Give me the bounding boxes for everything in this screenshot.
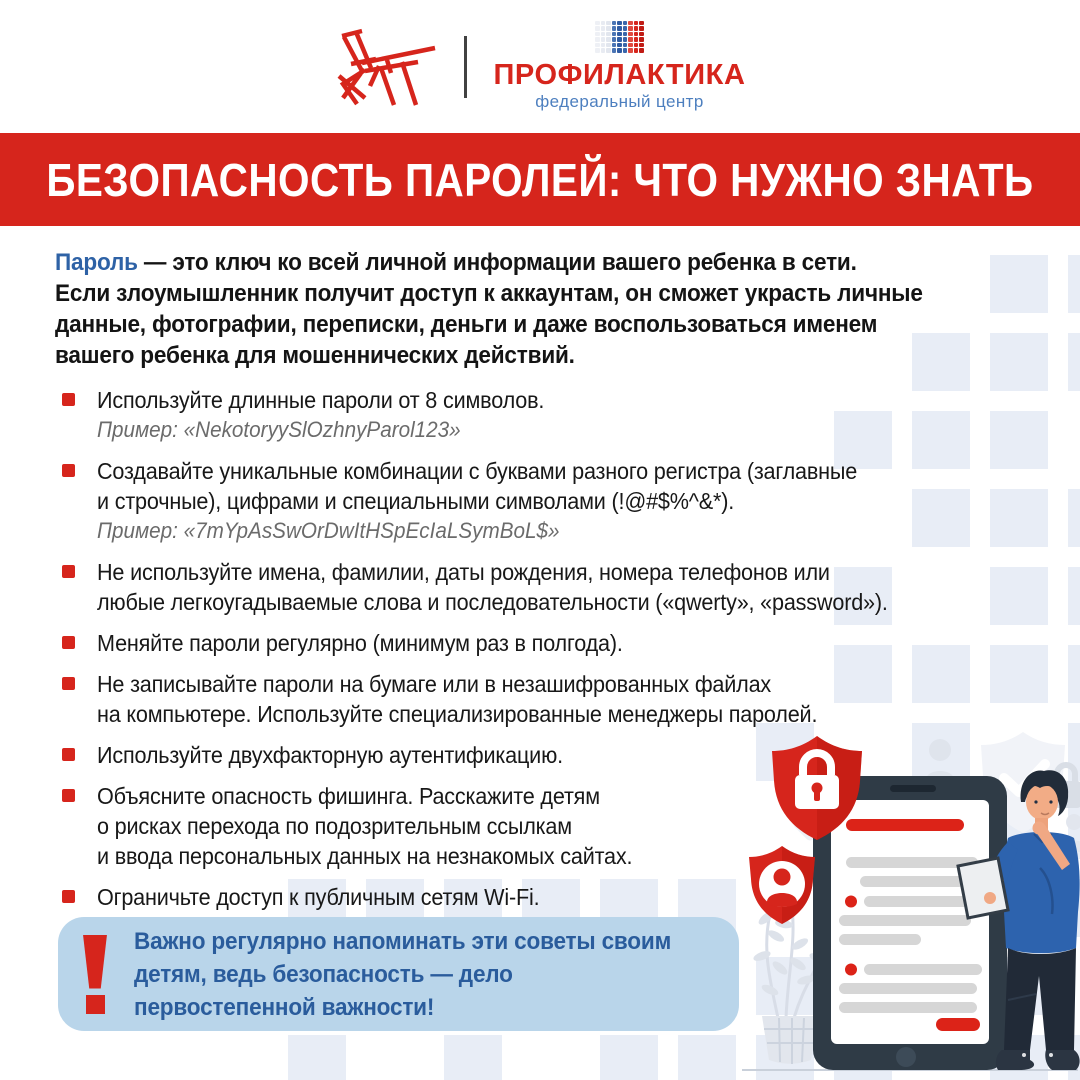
background-square [600, 1035, 658, 1080]
tip-line: любые легкоугадываемые слова и последовательности («qwerty», «password»). [97, 589, 888, 615]
tip-text [97, 628, 656, 658]
tip-item [62, 456, 938, 546]
intro-line: данные, фотографии, переписки, деньги и даже воспользоваться именем [55, 311, 878, 338]
background-square [990, 255, 1048, 313]
tip-line: на компьютере. Используйте специализированные менеджеры паролей. [97, 701, 818, 727]
background-square [990, 411, 1048, 469]
tip-item [62, 628, 938, 658]
callout-line: Важно регулярно напоминать эти советы своим [134, 927, 672, 955]
background-square [1068, 567, 1080, 625]
background-square [990, 333, 1048, 391]
bullet-square-icon [62, 677, 75, 690]
tip-line: и ввода персональных данных на незнакомых сайтах. [97, 843, 633, 869]
org-subtitle: федеральный центр [535, 92, 704, 112]
tip-text [97, 781, 667, 871]
background-square [990, 645, 1048, 703]
tip-text [97, 882, 568, 912]
background-square [990, 567, 1048, 625]
tip-line: и строчные), цифрами и специальными символами (!@#$%^&*). [97, 488, 735, 514]
tip-line: о рисках перехода по подозрительным ссылкам [97, 813, 572, 839]
logo-divider [464, 36, 467, 98]
tip-line: Объясните опасность фишинга. Расскажите детям [97, 783, 600, 809]
security-illustration [740, 718, 1080, 1080]
intro-line-rest: — это ключ ко всей личной информации вашего ребенка в сети. [137, 249, 857, 276]
intro-highlight: Пароль [55, 249, 138, 276]
brand-chair-logo [334, 25, 438, 109]
callout-text [134, 925, 705, 1024]
callout-line: первостепенной важности! [134, 993, 435, 1021]
background-square [1068, 333, 1080, 391]
tip-line: Используйте двухфакторную аутентификацию. [97, 742, 563, 768]
callout-box [58, 917, 739, 1031]
background-square [678, 1035, 736, 1080]
intro-paragraph [55, 247, 978, 371]
home-button [896, 1047, 916, 1067]
exclamation-bar [83, 935, 107, 989]
tip-line: Меняйте пароли регулярно (минимум раз в полгода). [97, 630, 623, 656]
tip-text [97, 456, 906, 546]
org-name: ПРОФИЛАКТИКА [493, 58, 746, 91]
intro-line: Если злоумышленник получит доступ к аккаунтам, он сможет украсть личные [55, 280, 923, 307]
screen-button [936, 1018, 980, 1031]
screen-title-bar [846, 819, 964, 831]
shield-user-icon [749, 846, 815, 924]
bullet-square-icon [62, 789, 75, 802]
tip-item [62, 385, 938, 445]
callout-line: детям, ведь безопасность — дело [134, 960, 513, 988]
page-title: БЕЗОПАСНОСТЬ ПАРОЛЕЙ: ЧТО НУЖНО ЗНАТЬ [46, 153, 1034, 206]
tip-line: Используйте длинные пароли от 8 символов. [97, 387, 545, 413]
intro-line [55, 247, 923, 278]
tip-example: Пример: «NekotoryySlOzhnyParol123» [97, 417, 461, 442]
background-square [1068, 489, 1080, 547]
bullet-square-icon [62, 464, 75, 477]
bullet-square-icon [62, 565, 75, 578]
exclamation-dot [86, 995, 105, 1014]
background-square [288, 1035, 346, 1080]
bullet-square-icon [62, 890, 75, 903]
tip-item [62, 557, 938, 617]
header [0, 0, 1080, 133]
background-square [990, 489, 1048, 547]
tip-text [97, 385, 573, 445]
background-square [1068, 645, 1080, 703]
flag-grid-icon [595, 21, 644, 53]
background-square [444, 1035, 502, 1080]
title-banner [0, 133, 1080, 226]
tip-line: Не записывайте пароли на бумаге или в незашифрованных файлах [97, 671, 772, 697]
tip-line: Создавайте уникальные комбинации с буквами разного регистра (заглавные [97, 458, 858, 484]
bullet-square-icon [62, 636, 75, 649]
org-logo [493, 21, 745, 112]
tip-text [97, 740, 593, 770]
bullet-square-icon [62, 748, 75, 761]
background-square [1068, 255, 1080, 313]
tip-line: Ограничьте доступ к публичным сетям Wi-Fi. [97, 884, 540, 910]
tip-text [97, 557, 938, 617]
tip-line: Не используйте имена, фамилии, даты рождения, номера телефонов или [97, 559, 830, 585]
exclamation-icon [82, 935, 108, 1014]
bullet-square-icon [62, 393, 75, 406]
intro-line: вашего ребенка для мошеннических действий. [55, 342, 575, 369]
tip-example: Пример: «7mYpAsSwOrDwItHSpEcIaLSymBoL$» [97, 518, 560, 543]
